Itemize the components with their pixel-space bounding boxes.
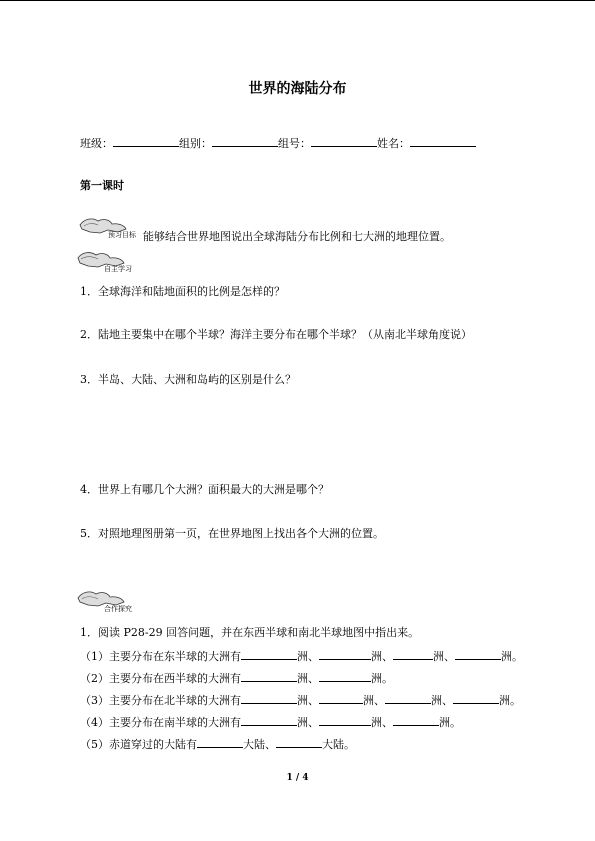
explore-item-prefix: （5）赤道穿过的大陆有	[80, 738, 197, 751]
section-heading: 第一课时	[80, 179, 124, 192]
explore-item-prefix: （1）主要分布在东半球的大洲有	[80, 650, 241, 663]
fill-blank[interactable]	[385, 692, 431, 704]
question-1: 1．全球海洋和陆地面积的比例是怎样的？	[80, 285, 285, 298]
self-study-badge-icon	[76, 249, 142, 273]
unit-label: 洲。	[499, 694, 521, 707]
explore-badge-text: 合作探究	[104, 605, 132, 613]
question-3: 3．半岛、大陆、大洲和岛屿的区别是什么？	[80, 373, 296, 386]
unit-label: 洲、	[371, 650, 393, 663]
unit-label: 洲、	[433, 650, 455, 663]
group-no-blank[interactable]	[311, 135, 377, 147]
group-blank[interactable]	[212, 135, 278, 147]
fill-blank[interactable]	[319, 714, 371, 726]
name-label: 姓名：	[377, 137, 410, 150]
group-label: 组别：	[179, 137, 212, 150]
unit-label: 洲、	[431, 694, 453, 707]
fill-blank[interactable]	[453, 692, 499, 704]
student-info-line	[80, 135, 476, 151]
fill-blank[interactable]	[241, 670, 297, 682]
class-blank[interactable]	[113, 135, 179, 147]
fill-blank[interactable]	[319, 670, 371, 682]
question-5: 5．对照地理图册第一页，在世界地图上找出各个大洲的位置。	[80, 527, 384, 540]
fill-blank[interactable]	[241, 692, 297, 704]
fill-blank[interactable]	[393, 714, 439, 726]
unit-label: 洲、	[297, 716, 319, 729]
unit-label: 洲、	[371, 716, 393, 729]
top-border	[0, 0, 595, 1]
explore-item-3	[80, 692, 521, 708]
fill-blank[interactable]	[319, 692, 363, 704]
unit-label: 洲。	[371, 672, 393, 685]
explore-item-5	[80, 736, 355, 752]
group-no-label: 组号：	[278, 137, 311, 150]
fill-blank[interactable]	[276, 736, 322, 748]
unit-label: 洲。	[439, 716, 461, 729]
explore-item-1	[80, 648, 523, 664]
goal-badge-text: 预习目标	[108, 231, 136, 239]
goal-text: 能够结合世界地图说出全球海陆分布比例和七大洲的地理位置。	[143, 230, 451, 243]
explore-item-prefix: （3）主要分布在北半球的大洲有	[80, 694, 241, 707]
question-4: 4．世界上有哪几个大洲？面积最大的大洲是哪个？	[80, 483, 329, 496]
unit-label: 洲、	[297, 650, 319, 663]
explore-item-4	[80, 714, 461, 730]
explore-item-prefix: （4）主要分布在南半球的大洲有	[80, 716, 241, 729]
unit-label: 洲、	[297, 672, 319, 685]
class-label: 班级：	[80, 137, 113, 150]
unit-label: 洲、	[297, 694, 319, 707]
unit-label: 洲。	[501, 650, 523, 663]
explore-item-prefix: （2）主要分布在西半球的大洲有	[80, 672, 241, 685]
page-title: 世界的海陆分布	[248, 81, 347, 97]
fill-blank[interactable]	[319, 648, 371, 660]
unit-label: 大陆、	[243, 738, 276, 751]
goal-badge-icon	[78, 215, 144, 239]
explore-badge-icon	[76, 588, 142, 614]
unit-label: 洲、	[363, 694, 385, 707]
explore-intro: 1．阅读 P28-29 回答问题，并在东西半球和南北半球地图中指出来。	[80, 626, 420, 639]
page-number: 1 / 4	[286, 773, 309, 783]
unit-label: 大陆。	[322, 738, 355, 751]
explore-item-2	[80, 670, 393, 686]
fill-blank[interactable]	[241, 714, 297, 726]
fill-blank[interactable]	[241, 648, 297, 660]
self-study-badge-text: 自主学习	[104, 265, 132, 273]
fill-blank[interactable]	[393, 648, 433, 660]
fill-blank[interactable]	[455, 648, 501, 660]
question-2: 2．陆地主要集中在哪个半球？海洋主要分布在哪个半球？（从南北半球角度说）	[80, 328, 472, 341]
fill-blank[interactable]	[197, 736, 243, 748]
name-blank[interactable]	[410, 135, 476, 147]
